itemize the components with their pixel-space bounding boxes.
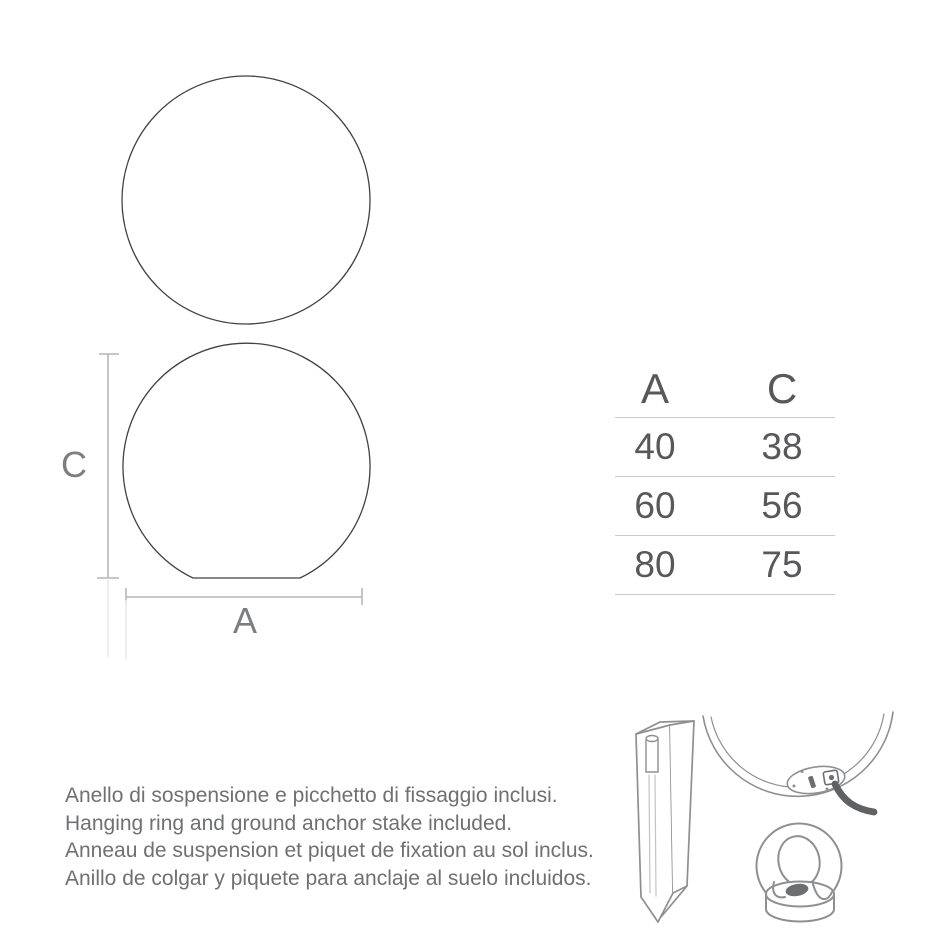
sphere-flat-base-outline <box>123 343 370 578</box>
table-cell-c: 56 <box>761 485 803 526</box>
table-cell-a: 80 <box>634 544 676 585</box>
table-row <box>615 418 835 477</box>
table-cell-a: 40 <box>634 426 676 467</box>
dimension-line-height <box>97 354 119 657</box>
ground-stake-icon <box>636 721 694 922</box>
included-accessories-notes <box>65 782 594 893</box>
dimension-table <box>615 360 835 595</box>
table-cell-c: 75 <box>761 544 803 585</box>
sphere-base-cable-icon <box>703 712 893 812</box>
table-header-c: C <box>766 364 798 412</box>
note-line-english: Hanging ring and ground anchor stake included. <box>65 811 513 835</box>
note-line-italian: Anello di sospensione e picchetto di fissaggio inclusi. <box>65 784 558 807</box>
table-header-row <box>615 360 835 418</box>
table-row <box>615 536 835 595</box>
hanging-ring-icon <box>757 824 842 922</box>
table-header-a: A <box>640 364 669 412</box>
table-row <box>615 477 835 536</box>
dimension-label-a: A <box>232 600 257 641</box>
table-cell-c: 38 <box>761 426 803 467</box>
sphere-outline <box>122 76 370 324</box>
dimension-label-c: C <box>61 444 87 485</box>
note-line-french: Anneau de suspension et piquet de fixation au sol inclus. <box>65 839 594 863</box>
note-line-spanish: Anillo de colgar y piquete para anclaje al suelo incluidos. <box>65 867 592 891</box>
table-cell-a: 60 <box>634 485 676 526</box>
